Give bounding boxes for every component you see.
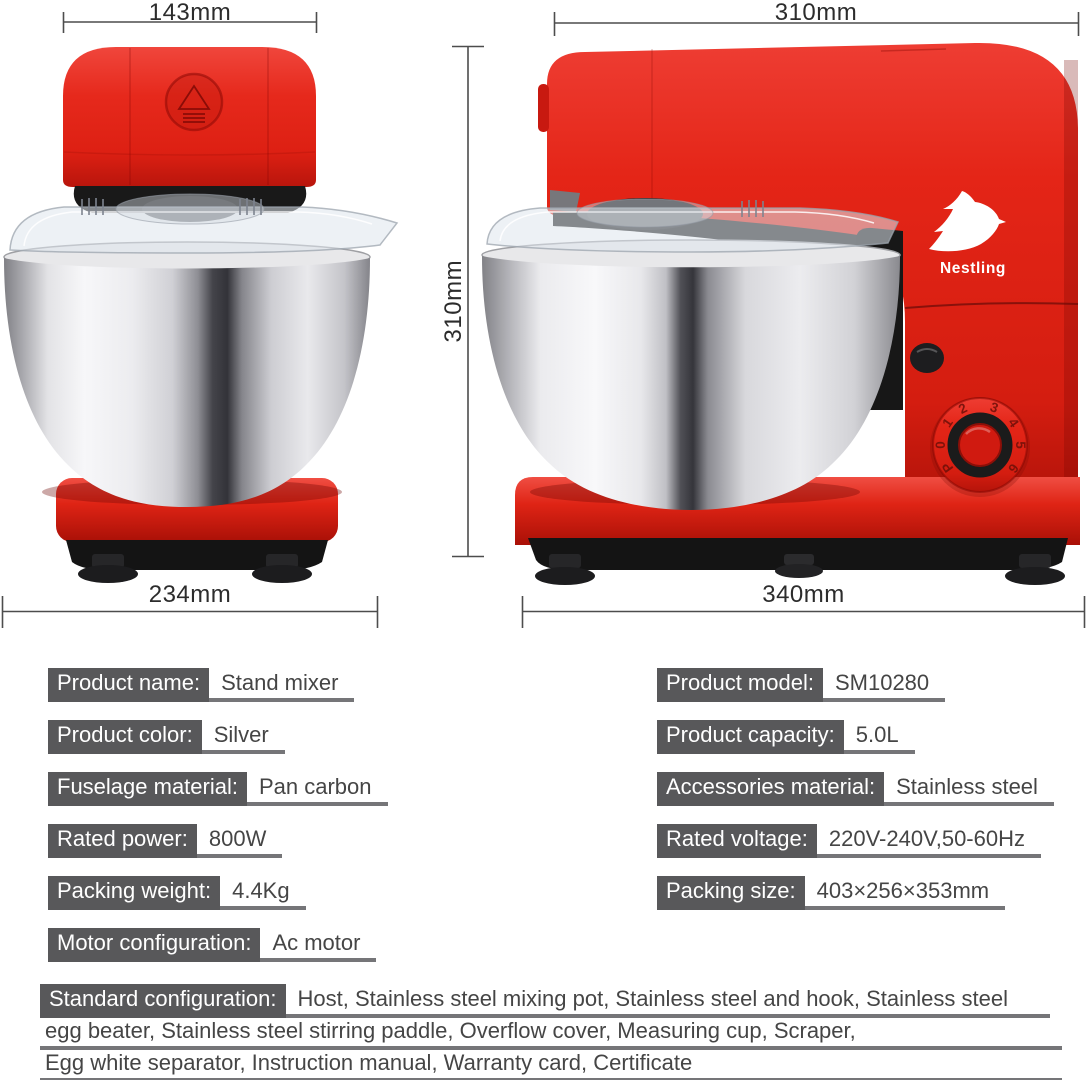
dial-label-0: 0 [933, 441, 948, 449]
spec-value: 5.0L [844, 720, 915, 754]
spec-value: Silver [202, 720, 285, 754]
spec-label: Product model: [657, 668, 823, 702]
spec-row-fuselage-material [48, 772, 388, 806]
spec-label: Fuselage material: [48, 772, 247, 806]
spec-label: Rated voltage: [657, 824, 817, 858]
standard-configuration-line2: egg beater, Stainless steel stirring paddle, Overflow cover, Measuring cup, Scraper, [40, 1016, 1062, 1050]
front-lid [10, 194, 397, 253]
dial-label-5: 5 [1013, 441, 1028, 449]
front-top-dimension: 143mm [148, 0, 232, 26]
front-view-mixer [4, 47, 397, 583]
eject-icon [166, 74, 222, 130]
spec-row-rated-voltage [657, 824, 1041, 858]
spec-label: Motor configuration: [48, 928, 260, 962]
side-bowl [482, 240, 900, 510]
spec-row-motor-configuration [48, 928, 376, 962]
spec-value: SM10280 [823, 668, 945, 702]
spec-row-rated-power [48, 824, 282, 858]
spec-value: Stand mixer [209, 668, 354, 702]
spec-row-product-model [657, 668, 945, 702]
spec-row-standard-configuration [40, 984, 1050, 1018]
spec-value: Ac motor [260, 928, 376, 962]
spec-value: Stainless steel [884, 772, 1054, 806]
side-height-dimension: 310mm [439, 259, 467, 343]
spec-value: 800W [197, 824, 282, 858]
spec-row-packing-weight [48, 876, 306, 910]
dial-label-p: P [938, 459, 957, 476]
dial-label-4: 4 [1005, 415, 1022, 431]
pulse-button [910, 343, 944, 373]
spec-value: Pan carbon [247, 772, 388, 806]
spec-label: Standard configuration: [40, 984, 286, 1018]
spec-label: Rated power: [48, 824, 197, 858]
spec-value: 4.4Kg [220, 876, 306, 910]
brand-name: Nestling [940, 260, 1006, 277]
side-bottom-dimension: 340mm [762, 581, 845, 608]
side-top-dimension: 310mm [774, 0, 858, 26]
side-view-mixer [482, 43, 1080, 585]
standard-configuration-line3: Egg white separator, Instruction manual, Warranty card, Certificate [40, 1048, 1062, 1080]
spec-row-product-name [48, 668, 354, 702]
spec-row-packing-size [657, 876, 1005, 910]
head-release-button [538, 84, 549, 132]
spec-value: Host, Stainless steel mixing pot, Stainless steel and hook, Stainless steel [286, 984, 1050, 1018]
spec-row-accessories-material [657, 772, 1054, 806]
dial-label-6: 6 [1005, 460, 1022, 476]
dial-label-2: 2 [956, 400, 970, 417]
spec-label: Product color: [48, 720, 202, 754]
spec-label: Packing weight: [48, 876, 220, 910]
spec-value: 403×256×353mm [805, 876, 1005, 910]
spec-value: 220V-240V,50-60Hz [817, 824, 1041, 858]
spec-label: Product name: [48, 668, 209, 702]
spec-label: Packing size: [657, 876, 805, 910]
spec-label: Product capacity: [657, 720, 844, 754]
front-bowl [4, 242, 370, 507]
dial-label-3: 3 [988, 399, 1001, 416]
front-bottom-dimension: 234mm [148, 581, 232, 608]
spec-row-product-capacity [657, 720, 915, 754]
dial-label-1: 1 [939, 415, 956, 431]
spec-label: Accessories material: [657, 772, 884, 806]
spec-row-product-color [48, 720, 285, 754]
